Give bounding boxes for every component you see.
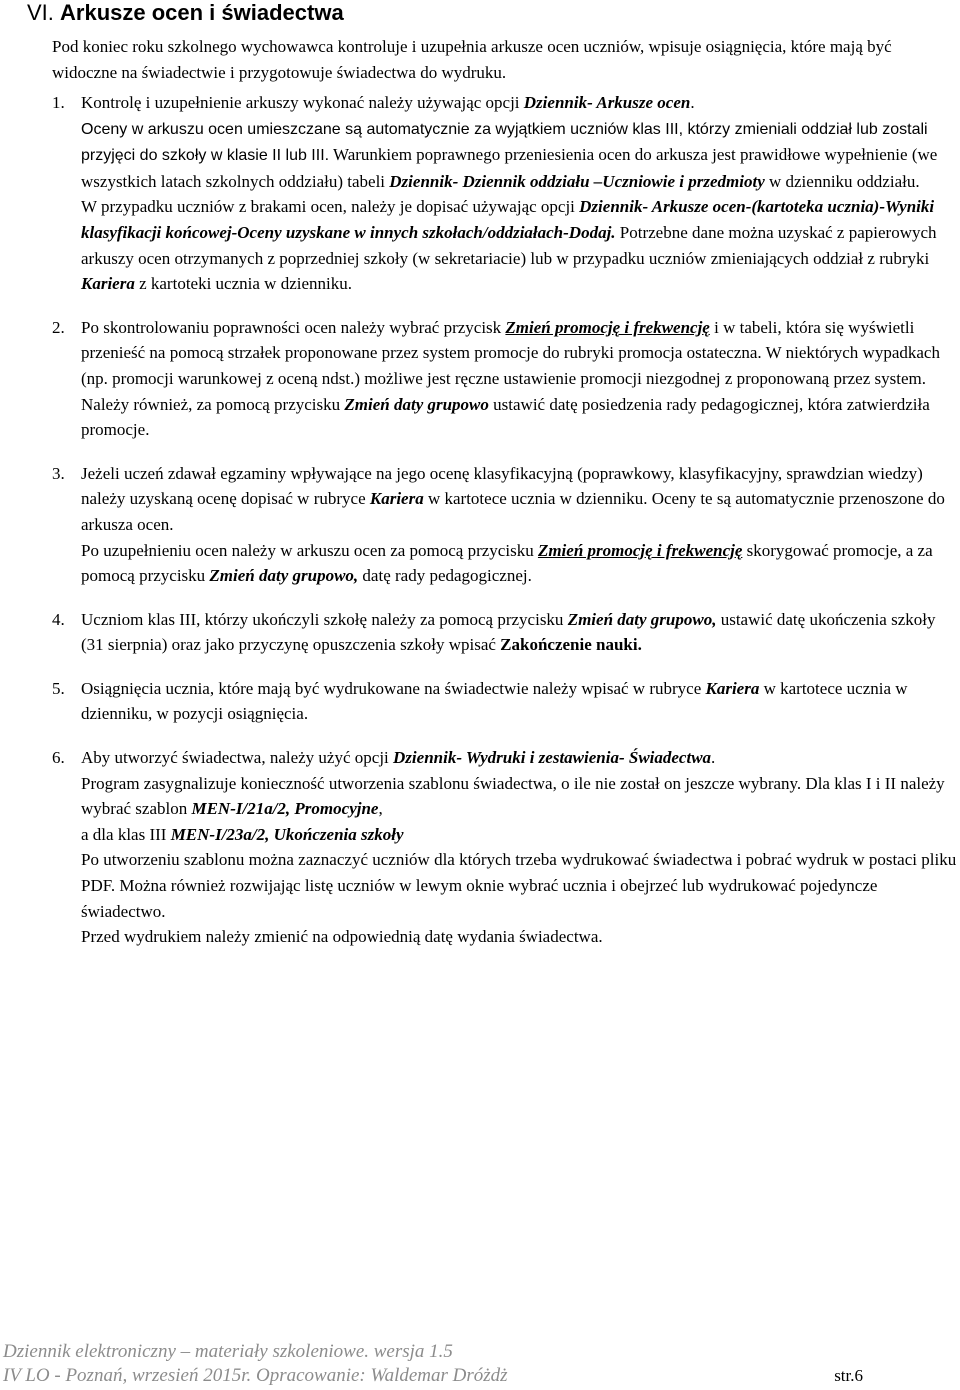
- item-paragraph: Po utworzeniu szablonu można zaznaczyć uczniów dla których trzeba wydrukować świadectwa i pobrać wydruk w postaci pliku PDF. Można również rozwijając listę uczniów w lewym oknie wybrać ucznia i obejrzeć lub wydrukować pojedyncze świadectwo.: [81, 850, 957, 921]
- text: w dzienniku oddziału.: [764, 171, 920, 191]
- value-name: Zakończenie nauki.: [500, 635, 642, 655]
- item-number: 2.: [52, 317, 65, 337]
- button-name: Zmień promocję i frekwencję: [537, 540, 743, 560]
- footer-line-2: IV LO - Poznań, wrzesień 2015r. Opracowanie: Waldemar Dróżdż: [3, 1365, 508, 1386]
- intro-paragraph: Pod koniec roku szkolnego wychowawca kontroluje i uzupełnia arkusze ocen uczniów, wpisuje osiągnięcia, które mają być widoczne na świadectwie i przygotowuje świadectwa do wydruku.: [52, 37, 892, 82]
- text: i w tabeli, która się wyświetli przenieść na pomocą strzałek proponowane przez system promocje do rubryki promocja ostateczna. W niektórych wypadkach (np. promocji warunkowej z oceną ndst.) możliwe jest ręczne ustawienie promocji niezgodnej z proponowaną przez system.: [81, 317, 940, 388]
- text: .: [690, 93, 695, 112]
- menu-path: Dziennik- Wydruki i zestawienia- Świadectwa: [393, 748, 712, 768]
- template-name: MEN-I/23a/2, Ukończenia szkoły: [170, 824, 404, 844]
- item-paragraph: [81, 194, 958, 296]
- list-item: [52, 90, 958, 297]
- template-name: MEN-I/21a/2, Promocyjne: [191, 799, 379, 819]
- text: Jeżeli uczeń zdawał egzaminy wpływające na jego ocenę klasyfikacyjną (poprawkowy, klasyfikacyjny, sprawdzian wiedzy) należy uzyskaną ocenę dopisać w rubryce: [81, 463, 923, 509]
- text: Uczniom klas III, którzy ukończyli szkołę należy za pomocą przycisku: [81, 609, 568, 629]
- text: Po skontrolowaniu poprawności ocen należy wybrać przycisk: [81, 317, 506, 337]
- item-paragraph: Przed wydrukiem należy zmienić na odpowiednią datę wydania świadectwa.: [81, 927, 603, 947]
- page-footer: [3, 1340, 863, 1388]
- item-paragraph: [81, 538, 958, 589]
- footer-line-1: Dziennik elektroniczny – materiały szkoleniowe. wersja 1.5: [3, 1341, 453, 1362]
- menu-path: Dziennik- Arkusze ocen: [523, 93, 691, 112]
- item-number: 1.: [52, 93, 65, 112]
- text: W przypadku uczniów z brakami ocen, należy je dopisać używając opcji: [81, 197, 580, 217]
- item-paragraph: [81, 392, 958, 443]
- item-paragraph: [81, 315, 958, 392]
- item-number: 6.: [52, 748, 65, 768]
- list-item: [52, 461, 958, 589]
- list-item: [52, 676, 958, 727]
- field-name: Kariera: [705, 678, 760, 698]
- button-name: Zmień daty grupowo: [344, 394, 489, 414]
- text: Osiągnięcia ucznia, które mają być wydrukowane na świadectwie należy wpisać w rubryce: [81, 678, 706, 698]
- text: z kartoteki ucznia w dzienniku.: [134, 274, 352, 294]
- text: Należy również, za pomocą przycisku: [81, 394, 345, 414]
- list-item: [52, 745, 958, 950]
- item-paragraph: [81, 745, 958, 771]
- menu-path: Dziennik- Arkusze ocen-(kartoteka ucznia)-Wyniki klasyfikacji końcowej-Oceny uzyskane w innych szkołach/oddziałach-Dodaj.: [81, 197, 935, 242]
- section-heading: [27, 0, 344, 26]
- item-paragraph: [81, 822, 958, 848]
- text: Warunkiem poprawnego przeniesienia ocen do arkusza jest prawidłowe wypełnienie (we wszystkich latach szkolnych oddziału) tabeli: [81, 145, 938, 191]
- list-item: [52, 315, 958, 443]
- text: datę rady pedagogicznej.: [358, 566, 532, 586]
- text: ustawić datę ukończenia szkoły (31 sierpnia) oraz jako przyczynę opuszczenia szkoły wpisać: [81, 609, 936, 655]
- text: Program zasygnalizuje konieczność utworzenia szablonu świadectwa, o ile nie został on jeszcze wybrany. Dla klas I i II należy wybrać szablon: [81, 773, 945, 819]
- list-item: [52, 607, 958, 658]
- button-name: Zmień promocję i frekwencję: [505, 317, 710, 337]
- text: Aby utworzyć świadectwa, należy użyć opcji: [81, 748, 394, 768]
- text: Po uzupełnieniu ocen należy w arkuszu ocen za pomocą przycisku: [81, 540, 538, 560]
- item-paragraph: [81, 90, 958, 116]
- text: ,: [378, 799, 383, 819]
- field-name: Kariera: [81, 274, 135, 294]
- field-name: Kariera: [369, 489, 424, 509]
- text: ustawić datę posiedzenia rady pedagogicznej, która zatwierdziła promocje.: [81, 394, 930, 440]
- text: a dla klas III: [81, 824, 171, 844]
- item-paragraph: [81, 607, 958, 658]
- item-paragraph: [81, 676, 958, 727]
- section-number: VI.: [27, 0, 61, 25]
- item-paragraph: [81, 771, 958, 822]
- text: Kontrolę i uzupełnienie arkuszy wykonać należy używając opcji: [81, 93, 524, 112]
- menu-path: Dziennik- Dziennik oddziału –Uczniowie i przedmioty: [389, 171, 765, 191]
- text: Potrzebne dane można uzyskać z papierowych arkuszy ocen otrzymanych z poprzedniej szkoły (w sekretariacie) lub w przypadku uczniów zmieniających oddział z rubryki: [81, 222, 937, 268]
- button-name: Zmień daty grupowo,: [567, 609, 717, 629]
- text: w kartotece ucznia w dzienniku, w pozycji osiągnięcia.: [81, 678, 908, 724]
- text: .: [711, 748, 716, 768]
- text: w kartotece ucznia w dzienniku. Oceny te są automatycznie przenoszone do arkusza ocen.: [81, 489, 945, 534]
- text: Oceny w arkuszu ocen umieszczane są automatycznie za wyjątkiem uczniów klas III, którzy zmieniali oddział lub zostali przyjęci do szkoły w klasie II lub III.: [81, 120, 928, 165]
- button-name: Zmień daty grupowo,: [209, 566, 359, 586]
- page-number: str.6: [834, 1366, 863, 1385]
- item-number: 4.: [52, 609, 65, 629]
- text: skorygować promocje, a za pomocą przycisku: [81, 540, 933, 586]
- item-paragraph: [81, 461, 958, 538]
- item-number: 3.: [52, 463, 65, 483]
- section-title: Arkusze ocen i świadectwa: [60, 0, 344, 25]
- item-number: 5.: [52, 678, 65, 698]
- instruction-list: [52, 90, 958, 950]
- item-paragraph: [81, 116, 958, 195]
